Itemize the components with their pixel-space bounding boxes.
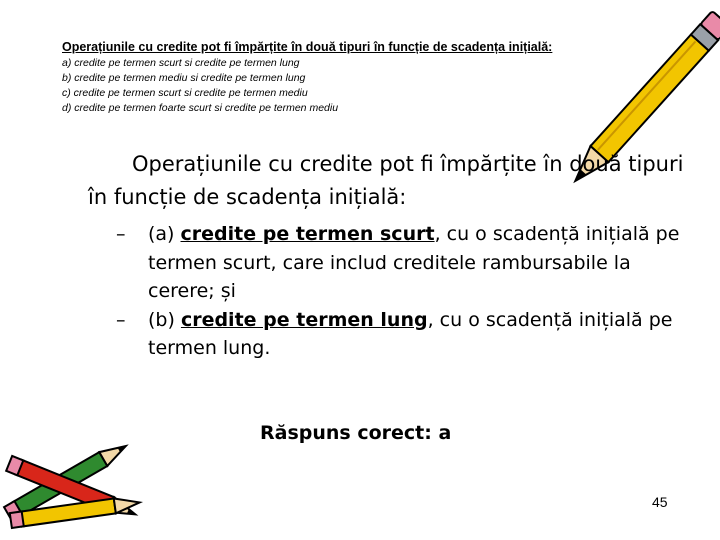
page-number: 45 — [652, 494, 668, 510]
list-item — [116, 220, 688, 306]
item-prefix: (b) — [148, 308, 181, 331]
dash-bullet: – — [116, 223, 126, 245]
option-b: b) credite pe termen mediu si credite pe termen lung — [62, 72, 306, 84]
explanation-block — [88, 148, 688, 363]
question-block — [62, 40, 622, 116]
option-a: a) credite pe termen scurt si credite pe termen lung — [62, 57, 300, 69]
explanation-list — [88, 220, 688, 363]
item-description: , cu o scadență inițială pe termen scurt, care includ creditele rambursabile la cerere; și — [148, 223, 680, 302]
crossed-pencils-icon — [0, 420, 150, 540]
correct-answer: Răspuns corect: a — [260, 422, 452, 444]
list-item — [116, 306, 688, 363]
item-term: credite pe termen scurt — [180, 223, 435, 245]
item-description: , cu o scadență inițială pe termen lung. — [148, 308, 673, 359]
question-title: Operațiunile cu credite pot fi împărțite în două tipuri în funcție de scadența inițială: — [62, 40, 553, 54]
dash-bullet: – — [116, 308, 126, 331]
explanation-intro: Operațiunile cu credite pot fi împărțite în două tipuri în funcție de scadența inițială: — [88, 152, 684, 209]
option-d: d) credite pe termen foarte scurt si credite pe termen mediu — [62, 102, 339, 114]
option-c: c) credite pe termen scurt si credite pe termen mediu — [62, 87, 308, 99]
item-prefix: (a) — [148, 223, 181, 245]
item-term: credite pe termen lung — [180, 308, 428, 331]
